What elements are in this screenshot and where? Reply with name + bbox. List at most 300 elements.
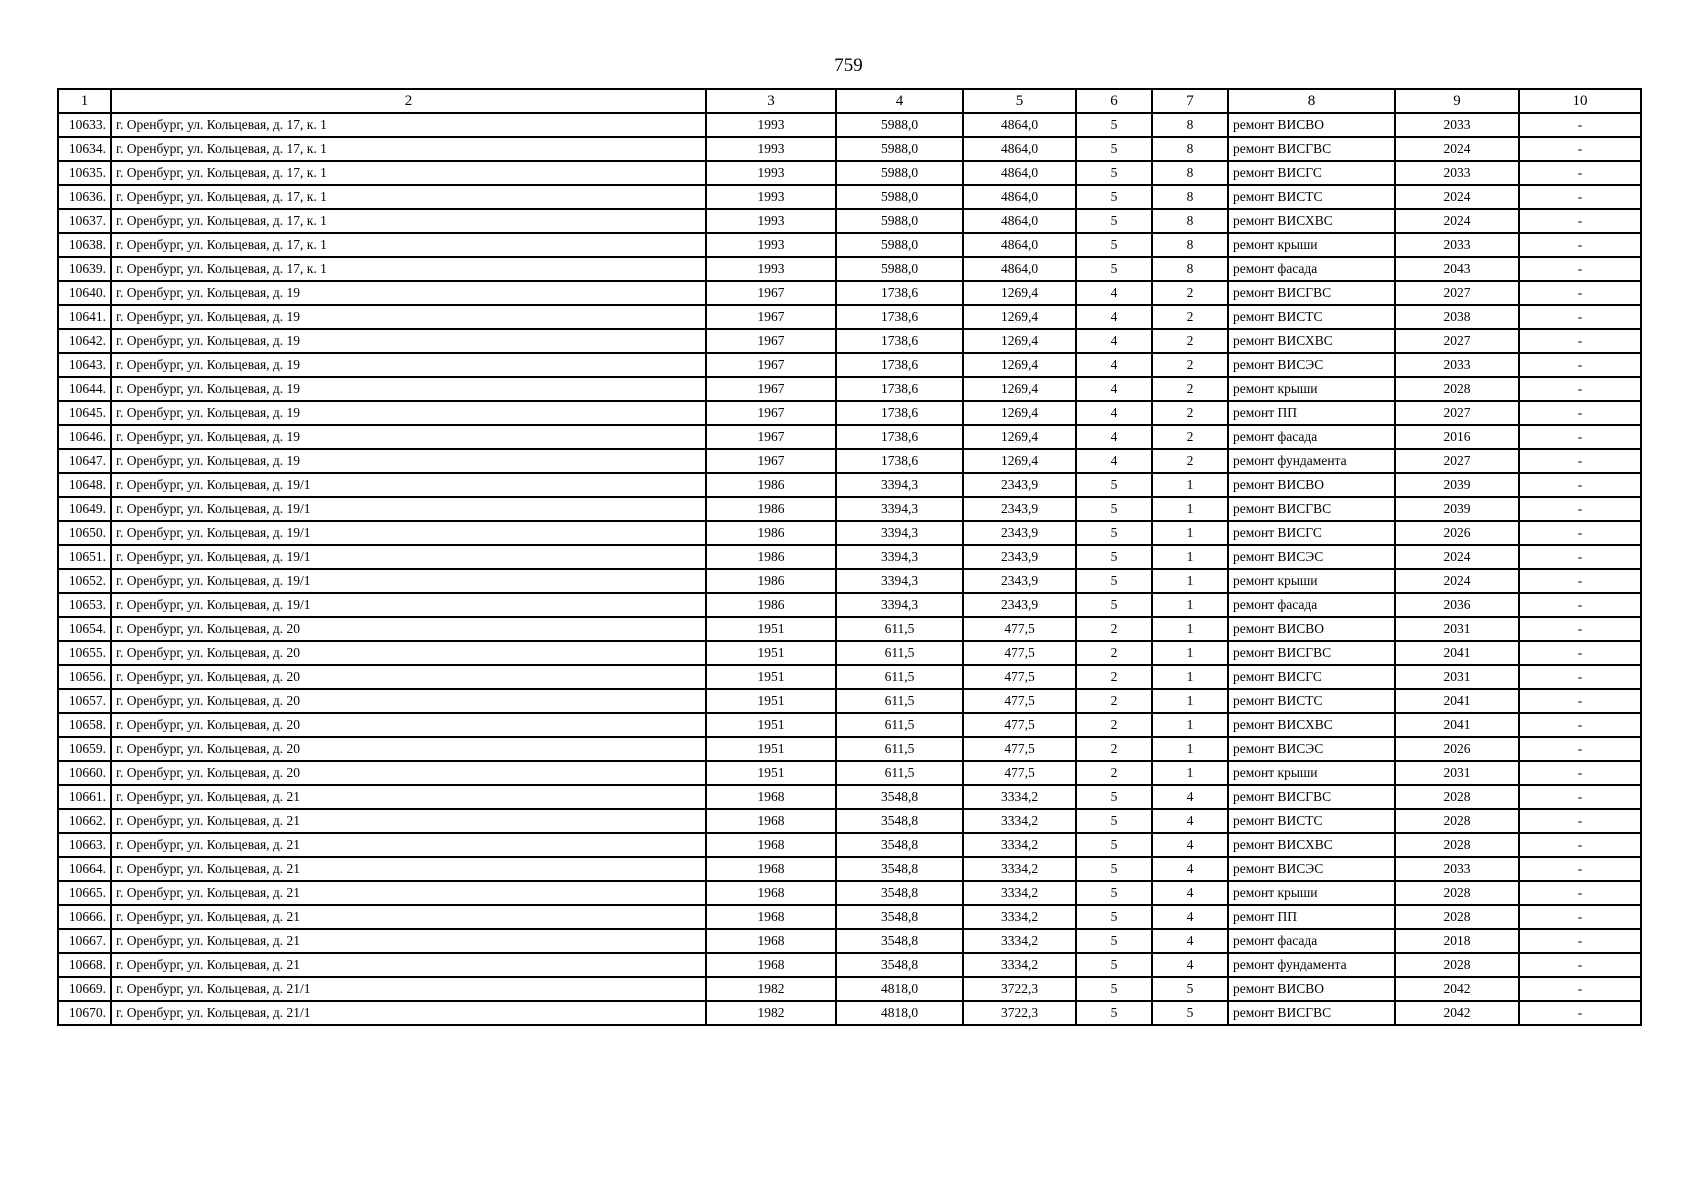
cell-note: - bbox=[1519, 473, 1641, 497]
cell-entrances: 2 bbox=[1152, 425, 1228, 449]
cell-build-year: 1967 bbox=[706, 425, 836, 449]
column-header-9: 9 bbox=[1395, 89, 1519, 113]
table-row bbox=[58, 329, 1641, 353]
cell-work-type: ремонт ВИСТС bbox=[1228, 185, 1395, 209]
cell-note: - bbox=[1519, 257, 1641, 281]
cell-total-area: 5988,0 bbox=[836, 113, 963, 137]
cell-row-number: 10656. bbox=[58, 665, 111, 689]
cell-living-area: 3334,2 bbox=[963, 905, 1076, 929]
cell-build-year: 1993 bbox=[706, 113, 836, 137]
cell-row-number: 10634. bbox=[58, 137, 111, 161]
cell-work-type: ремонт ВИСГС bbox=[1228, 521, 1395, 545]
cell-note: - bbox=[1519, 161, 1641, 185]
cell-total-area: 3394,3 bbox=[836, 545, 963, 569]
cell-note: - bbox=[1519, 425, 1641, 449]
cell-work-type: ремонт ВИСВО bbox=[1228, 977, 1395, 1001]
cell-living-area: 3334,2 bbox=[963, 785, 1076, 809]
cell-note: - bbox=[1519, 521, 1641, 545]
cell-entrances: 2 bbox=[1152, 449, 1228, 473]
cell-work-type: ремонт фасада bbox=[1228, 257, 1395, 281]
cell-planned-year: 2027 bbox=[1395, 401, 1519, 425]
cell-living-area: 477,5 bbox=[963, 737, 1076, 761]
cell-living-area: 4864,0 bbox=[963, 233, 1076, 257]
cell-planned-year: 2024 bbox=[1395, 137, 1519, 161]
cell-build-year: 1968 bbox=[706, 953, 836, 977]
cell-work-type: ремонт фасада bbox=[1228, 929, 1395, 953]
cell-note: - bbox=[1519, 353, 1641, 377]
cell-work-type: ремонт ВИСХВС bbox=[1228, 329, 1395, 353]
cell-total-area: 3548,8 bbox=[836, 809, 963, 833]
cell-entrances: 1 bbox=[1152, 689, 1228, 713]
cell-work-type: ремонт ВИСЭС bbox=[1228, 857, 1395, 881]
cell-floors: 5 bbox=[1076, 521, 1152, 545]
cell-floors: 2 bbox=[1076, 713, 1152, 737]
cell-build-year: 1951 bbox=[706, 665, 836, 689]
cell-living-area: 2343,9 bbox=[963, 593, 1076, 617]
cell-note: - bbox=[1519, 497, 1641, 521]
cell-address: г. Оренбург, ул. Кольцевая, д. 19 bbox=[111, 281, 706, 305]
cell-address: г. Оренбург, ул. Кольцевая, д. 17, к. 1 bbox=[111, 137, 706, 161]
cell-entrances: 1 bbox=[1152, 737, 1228, 761]
cell-note: - bbox=[1519, 401, 1641, 425]
cell-address: г. Оренбург, ул. Кольцевая, д. 20 bbox=[111, 665, 706, 689]
table-row bbox=[58, 521, 1641, 545]
cell-address: г. Оренбург, ул. Кольцевая, д. 19 bbox=[111, 353, 706, 377]
cell-planned-year: 2024 bbox=[1395, 569, 1519, 593]
cell-build-year: 1993 bbox=[706, 209, 836, 233]
cell-work-type: ремонт фасада bbox=[1228, 593, 1395, 617]
cell-build-year: 1968 bbox=[706, 905, 836, 929]
cell-living-area: 4864,0 bbox=[963, 137, 1076, 161]
cell-planned-year: 2041 bbox=[1395, 689, 1519, 713]
cell-total-area: 3394,3 bbox=[836, 521, 963, 545]
cell-planned-year: 2028 bbox=[1395, 833, 1519, 857]
cell-planned-year: 2036 bbox=[1395, 593, 1519, 617]
cell-address: г. Оренбург, ул. Кольцевая, д. 21 bbox=[111, 785, 706, 809]
cell-total-area: 1738,6 bbox=[836, 353, 963, 377]
cell-total-area: 4818,0 bbox=[836, 1001, 963, 1025]
cell-living-area: 2343,9 bbox=[963, 473, 1076, 497]
cell-entrances: 1 bbox=[1152, 545, 1228, 569]
column-header-6: 6 bbox=[1076, 89, 1152, 113]
cell-living-area: 4864,0 bbox=[963, 185, 1076, 209]
cell-note: - bbox=[1519, 881, 1641, 905]
cell-work-type: ремонт ВИСТС bbox=[1228, 689, 1395, 713]
cell-row-number: 10662. bbox=[58, 809, 111, 833]
cell-address: г. Оренбург, ул. Кольцевая, д. 17, к. 1 bbox=[111, 257, 706, 281]
cell-entrances: 2 bbox=[1152, 281, 1228, 305]
cell-planned-year: 2043 bbox=[1395, 257, 1519, 281]
cell-entrances: 1 bbox=[1152, 761, 1228, 785]
cell-planned-year: 2033 bbox=[1395, 353, 1519, 377]
page-number: 759 bbox=[834, 55, 863, 76]
cell-work-type: ремонт ВИСГВС bbox=[1228, 1001, 1395, 1025]
cell-living-area: 1269,4 bbox=[963, 329, 1076, 353]
cell-total-area: 3548,8 bbox=[836, 833, 963, 857]
cell-work-type: ремонт ВИСГВС bbox=[1228, 497, 1395, 521]
cell-work-type: ремонт крыши bbox=[1228, 569, 1395, 593]
cell-floors: 5 bbox=[1076, 113, 1152, 137]
cell-total-area: 3394,3 bbox=[836, 473, 963, 497]
header-row bbox=[58, 89, 1641, 113]
cell-total-area: 3548,8 bbox=[836, 881, 963, 905]
cell-work-type: ремонт фундамента bbox=[1228, 449, 1395, 473]
cell-row-number: 10654. bbox=[58, 617, 111, 641]
cell-work-type: ремонт крыши bbox=[1228, 377, 1395, 401]
cell-living-area: 1269,4 bbox=[963, 449, 1076, 473]
cell-build-year: 1986 bbox=[706, 545, 836, 569]
column-header-3: 3 bbox=[706, 89, 836, 113]
cell-work-type: ремонт ВИСВО bbox=[1228, 473, 1395, 497]
cell-note: - bbox=[1519, 785, 1641, 809]
cell-address: г. Оренбург, ул. Кольцевая, д. 21 bbox=[111, 857, 706, 881]
cell-work-type: ремонт ВИСХВС bbox=[1228, 833, 1395, 857]
cell-work-type: ремонт ВИСГС bbox=[1228, 161, 1395, 185]
table-row bbox=[58, 449, 1641, 473]
table-row bbox=[58, 929, 1641, 953]
table-row bbox=[58, 233, 1641, 257]
cell-note: - bbox=[1519, 665, 1641, 689]
table-body bbox=[58, 113, 1641, 1025]
cell-build-year: 1968 bbox=[706, 785, 836, 809]
cell-work-type: ремонт ВИСВО bbox=[1228, 617, 1395, 641]
cell-build-year: 1986 bbox=[706, 521, 836, 545]
column-header-8: 8 bbox=[1228, 89, 1395, 113]
cell-total-area: 3548,8 bbox=[836, 785, 963, 809]
cell-living-area: 4864,0 bbox=[963, 161, 1076, 185]
table-row bbox=[58, 857, 1641, 881]
cell-work-type: ремонт ВИСТС bbox=[1228, 809, 1395, 833]
cell-living-area: 2343,9 bbox=[963, 545, 1076, 569]
cell-address: г. Оренбург, ул. Кольцевая, д. 19 bbox=[111, 377, 706, 401]
cell-row-number: 10648. bbox=[58, 473, 111, 497]
cell-note: - bbox=[1519, 233, 1641, 257]
cell-living-area: 4864,0 bbox=[963, 209, 1076, 233]
cell-entrances: 1 bbox=[1152, 473, 1228, 497]
cell-build-year: 1951 bbox=[706, 689, 836, 713]
cell-planned-year: 2039 bbox=[1395, 497, 1519, 521]
cell-note: - bbox=[1519, 329, 1641, 353]
cell-note: - bbox=[1519, 281, 1641, 305]
column-header-5: 5 bbox=[963, 89, 1076, 113]
cell-floors: 4 bbox=[1076, 329, 1152, 353]
cell-planned-year: 2028 bbox=[1395, 785, 1519, 809]
cell-living-area: 1269,4 bbox=[963, 425, 1076, 449]
cell-address: г. Оренбург, ул. Кольцевая, д. 17, к. 1 bbox=[111, 209, 706, 233]
cell-row-number: 10670. bbox=[58, 1001, 111, 1025]
cell-build-year: 1967 bbox=[706, 329, 836, 353]
cell-planned-year: 2028 bbox=[1395, 953, 1519, 977]
cell-address: г. Оренбург, ул. Кольцевая, д. 21 bbox=[111, 953, 706, 977]
cell-entrances: 1 bbox=[1152, 713, 1228, 737]
cell-planned-year: 2028 bbox=[1395, 905, 1519, 929]
cell-total-area: 1738,6 bbox=[836, 425, 963, 449]
cell-floors: 2 bbox=[1076, 761, 1152, 785]
cell-row-number: 10644. bbox=[58, 377, 111, 401]
cell-planned-year: 2027 bbox=[1395, 449, 1519, 473]
cell-floors: 5 bbox=[1076, 569, 1152, 593]
cell-floors: 4 bbox=[1076, 305, 1152, 329]
cell-address: г. Оренбург, ул. Кольцевая, д. 19/1 bbox=[111, 473, 706, 497]
cell-work-type: ремонт ВИСГВС bbox=[1228, 137, 1395, 161]
cell-entrances: 4 bbox=[1152, 857, 1228, 881]
cell-address: г. Оренбург, ул. Кольцевая, д. 17, к. 1 bbox=[111, 185, 706, 209]
cell-living-area: 3722,3 bbox=[963, 1001, 1076, 1025]
cell-entrances: 1 bbox=[1152, 665, 1228, 689]
cell-entrances: 4 bbox=[1152, 953, 1228, 977]
cell-total-area: 5988,0 bbox=[836, 257, 963, 281]
cell-row-number: 10637. bbox=[58, 209, 111, 233]
cell-note: - bbox=[1519, 137, 1641, 161]
table-row bbox=[58, 209, 1641, 233]
cell-note: - bbox=[1519, 833, 1641, 857]
cell-note: - bbox=[1519, 713, 1641, 737]
cell-total-area: 611,5 bbox=[836, 617, 963, 641]
cell-living-area: 4864,0 bbox=[963, 113, 1076, 137]
cell-planned-year: 2024 bbox=[1395, 545, 1519, 569]
cell-total-area: 611,5 bbox=[836, 665, 963, 689]
cell-planned-year: 2038 bbox=[1395, 305, 1519, 329]
cell-floors: 5 bbox=[1076, 833, 1152, 857]
cell-entrances: 1 bbox=[1152, 593, 1228, 617]
cell-address: г. Оренбург, ул. Кольцевая, д. 20 bbox=[111, 689, 706, 713]
cell-total-area: 5988,0 bbox=[836, 137, 963, 161]
cell-living-area: 477,5 bbox=[963, 641, 1076, 665]
cell-build-year: 1993 bbox=[706, 161, 836, 185]
cell-living-area: 1269,4 bbox=[963, 377, 1076, 401]
cell-total-area: 3394,3 bbox=[836, 497, 963, 521]
table-row bbox=[58, 257, 1641, 281]
cell-row-number: 10661. bbox=[58, 785, 111, 809]
cell-row-number: 10643. bbox=[58, 353, 111, 377]
cell-total-area: 3548,8 bbox=[836, 953, 963, 977]
cell-build-year: 1951 bbox=[706, 713, 836, 737]
cell-address: г. Оренбург, ул. Кольцевая, д. 19 bbox=[111, 449, 706, 473]
cell-planned-year: 2031 bbox=[1395, 665, 1519, 689]
cell-total-area: 1738,6 bbox=[836, 449, 963, 473]
cell-row-number: 10664. bbox=[58, 857, 111, 881]
cell-living-area: 4864,0 bbox=[963, 257, 1076, 281]
cell-living-area: 477,5 bbox=[963, 761, 1076, 785]
cell-note: - bbox=[1519, 569, 1641, 593]
cell-floors: 4 bbox=[1076, 377, 1152, 401]
cell-build-year: 1968 bbox=[706, 833, 836, 857]
table-row bbox=[58, 161, 1641, 185]
cell-planned-year: 2024 bbox=[1395, 209, 1519, 233]
cell-row-number: 10638. bbox=[58, 233, 111, 257]
cell-planned-year: 2042 bbox=[1395, 1001, 1519, 1025]
cell-address: г. Оренбург, ул. Кольцевая, д. 17, к. 1 bbox=[111, 233, 706, 257]
cell-floors: 5 bbox=[1076, 545, 1152, 569]
cell-living-area: 2343,9 bbox=[963, 521, 1076, 545]
cell-planned-year: 2033 bbox=[1395, 113, 1519, 137]
cell-build-year: 1967 bbox=[706, 281, 836, 305]
cell-total-area: 1738,6 bbox=[836, 401, 963, 425]
cell-note: - bbox=[1519, 449, 1641, 473]
table-row bbox=[58, 137, 1641, 161]
cell-row-number: 10646. bbox=[58, 425, 111, 449]
table-row bbox=[58, 113, 1641, 137]
cell-entrances: 1 bbox=[1152, 569, 1228, 593]
cell-note: - bbox=[1519, 761, 1641, 785]
table-row bbox=[58, 185, 1641, 209]
cell-planned-year: 2031 bbox=[1395, 761, 1519, 785]
cell-work-type: ремонт ВИСВО bbox=[1228, 113, 1395, 137]
cell-planned-year: 2026 bbox=[1395, 737, 1519, 761]
cell-planned-year: 2033 bbox=[1395, 161, 1519, 185]
cell-build-year: 1986 bbox=[706, 593, 836, 617]
cell-floors: 5 bbox=[1076, 881, 1152, 905]
cell-total-area: 611,5 bbox=[836, 713, 963, 737]
cell-address: г. Оренбург, ул. Кольцевая, д. 21/1 bbox=[111, 977, 706, 1001]
cell-planned-year: 2027 bbox=[1395, 281, 1519, 305]
cell-planned-year: 2028 bbox=[1395, 881, 1519, 905]
cell-entrances: 8 bbox=[1152, 257, 1228, 281]
cell-floors: 5 bbox=[1076, 929, 1152, 953]
cell-living-area: 3334,2 bbox=[963, 881, 1076, 905]
cell-note: - bbox=[1519, 593, 1641, 617]
cell-address: г. Оренбург, ул. Кольцевая, д. 17, к. 1 bbox=[111, 113, 706, 137]
cell-floors: 5 bbox=[1076, 593, 1152, 617]
cell-row-number: 10651. bbox=[58, 545, 111, 569]
cell-work-type: ремонт ПП bbox=[1228, 401, 1395, 425]
cell-floors: 4 bbox=[1076, 281, 1152, 305]
table-row bbox=[58, 977, 1641, 1001]
cell-floors: 4 bbox=[1076, 425, 1152, 449]
table-row bbox=[58, 593, 1641, 617]
cell-planned-year: 2016 bbox=[1395, 425, 1519, 449]
table-row bbox=[58, 497, 1641, 521]
cell-total-area: 3548,8 bbox=[836, 929, 963, 953]
cell-entrances: 8 bbox=[1152, 209, 1228, 233]
cell-note: - bbox=[1519, 1001, 1641, 1025]
cell-build-year: 1982 bbox=[706, 1001, 836, 1025]
cell-address: г. Оренбург, ул. Кольцевая, д. 19/1 bbox=[111, 545, 706, 569]
table-row bbox=[58, 1001, 1641, 1025]
cell-planned-year: 2033 bbox=[1395, 857, 1519, 881]
cell-floors: 5 bbox=[1076, 185, 1152, 209]
cell-entrances: 1 bbox=[1152, 497, 1228, 521]
cell-entrances: 4 bbox=[1152, 905, 1228, 929]
cell-build-year: 1951 bbox=[706, 617, 836, 641]
cell-address: г. Оренбург, ул. Кольцевая, д. 20 bbox=[111, 761, 706, 785]
repair-schedule-table bbox=[57, 88, 1642, 1026]
cell-planned-year: 2033 bbox=[1395, 233, 1519, 257]
cell-floors: 5 bbox=[1076, 905, 1152, 929]
cell-planned-year: 2039 bbox=[1395, 473, 1519, 497]
cell-row-number: 10649. bbox=[58, 497, 111, 521]
cell-entrances: 5 bbox=[1152, 1001, 1228, 1025]
cell-note: - bbox=[1519, 737, 1641, 761]
cell-address: г. Оренбург, ул. Кольцевая, д. 19/1 bbox=[111, 593, 706, 617]
cell-living-area: 3334,2 bbox=[963, 953, 1076, 977]
table-row bbox=[58, 737, 1641, 761]
cell-work-type: ремонт ВИСХВС bbox=[1228, 713, 1395, 737]
cell-address: г. Оренбург, ул. Кольцевая, д. 21 bbox=[111, 809, 706, 833]
cell-address: г. Оренбург, ул. Кольцевая, д. 21 bbox=[111, 833, 706, 857]
cell-work-type: ремонт ВИСТС bbox=[1228, 305, 1395, 329]
cell-row-number: 10641. bbox=[58, 305, 111, 329]
cell-address: г. Оренбург, ул. Кольцевая, д. 19/1 bbox=[111, 521, 706, 545]
table-row bbox=[58, 281, 1641, 305]
cell-build-year: 1968 bbox=[706, 929, 836, 953]
cell-entrances: 4 bbox=[1152, 881, 1228, 905]
cell-planned-year: 2041 bbox=[1395, 713, 1519, 737]
cell-entrances: 8 bbox=[1152, 185, 1228, 209]
cell-work-type: ремонт ВИСХВС bbox=[1228, 209, 1395, 233]
column-header-4: 4 bbox=[836, 89, 963, 113]
cell-floors: 5 bbox=[1076, 953, 1152, 977]
cell-note: - bbox=[1519, 857, 1641, 881]
cell-build-year: 1967 bbox=[706, 305, 836, 329]
cell-row-number: 10633. bbox=[58, 113, 111, 137]
cell-work-type: ремонт ВИСЭС bbox=[1228, 545, 1395, 569]
cell-floors: 5 bbox=[1076, 857, 1152, 881]
table-row bbox=[58, 689, 1641, 713]
cell-total-area: 611,5 bbox=[836, 737, 963, 761]
cell-total-area: 611,5 bbox=[836, 641, 963, 665]
table-row bbox=[58, 569, 1641, 593]
cell-living-area: 3334,2 bbox=[963, 833, 1076, 857]
table-row bbox=[58, 617, 1641, 641]
cell-address: г. Оренбург, ул. Кольцевая, д. 19 bbox=[111, 329, 706, 353]
cell-entrances: 2 bbox=[1152, 329, 1228, 353]
cell-build-year: 1993 bbox=[706, 185, 836, 209]
table-row bbox=[58, 401, 1641, 425]
cell-floors: 5 bbox=[1076, 1001, 1152, 1025]
column-header-2: 2 bbox=[111, 89, 706, 113]
cell-entrances: 1 bbox=[1152, 521, 1228, 545]
cell-floors: 5 bbox=[1076, 497, 1152, 521]
cell-entrances: 8 bbox=[1152, 137, 1228, 161]
table-row bbox=[58, 377, 1641, 401]
table-row bbox=[58, 545, 1641, 569]
cell-row-number: 10652. bbox=[58, 569, 111, 593]
cell-note: - bbox=[1519, 809, 1641, 833]
cell-entrances: 1 bbox=[1152, 641, 1228, 665]
cell-build-year: 1986 bbox=[706, 473, 836, 497]
cell-floors: 2 bbox=[1076, 641, 1152, 665]
cell-living-area: 3722,3 bbox=[963, 977, 1076, 1001]
cell-floors: 2 bbox=[1076, 689, 1152, 713]
cell-row-number: 10665. bbox=[58, 881, 111, 905]
cell-total-area: 611,5 bbox=[836, 689, 963, 713]
cell-total-area: 3548,8 bbox=[836, 905, 963, 929]
cell-floors: 5 bbox=[1076, 785, 1152, 809]
cell-total-area: 3394,3 bbox=[836, 569, 963, 593]
cell-living-area: 2343,9 bbox=[963, 497, 1076, 521]
cell-note: - bbox=[1519, 617, 1641, 641]
cell-entrances: 2 bbox=[1152, 353, 1228, 377]
cell-address: г. Оренбург, ул. Кольцевая, д. 19/1 bbox=[111, 569, 706, 593]
table-row bbox=[58, 353, 1641, 377]
cell-total-area: 1738,6 bbox=[836, 329, 963, 353]
cell-build-year: 1967 bbox=[706, 377, 836, 401]
cell-work-type: ремонт ВИСГВС bbox=[1228, 641, 1395, 665]
cell-floors: 5 bbox=[1076, 809, 1152, 833]
cell-work-type: ремонт ВИСГС bbox=[1228, 665, 1395, 689]
cell-note: - bbox=[1519, 905, 1641, 929]
cell-build-year: 1986 bbox=[706, 569, 836, 593]
cell-entrances: 1 bbox=[1152, 617, 1228, 641]
table-header bbox=[58, 89, 1641, 113]
table-row bbox=[58, 881, 1641, 905]
cell-address: г. Оренбург, ул. Кольцевая, д. 19/1 bbox=[111, 497, 706, 521]
cell-build-year: 1951 bbox=[706, 737, 836, 761]
cell-address: г. Оренбург, ул. Кольцевая, д. 21 bbox=[111, 929, 706, 953]
cell-planned-year: 2042 bbox=[1395, 977, 1519, 1001]
table-row bbox=[58, 761, 1641, 785]
